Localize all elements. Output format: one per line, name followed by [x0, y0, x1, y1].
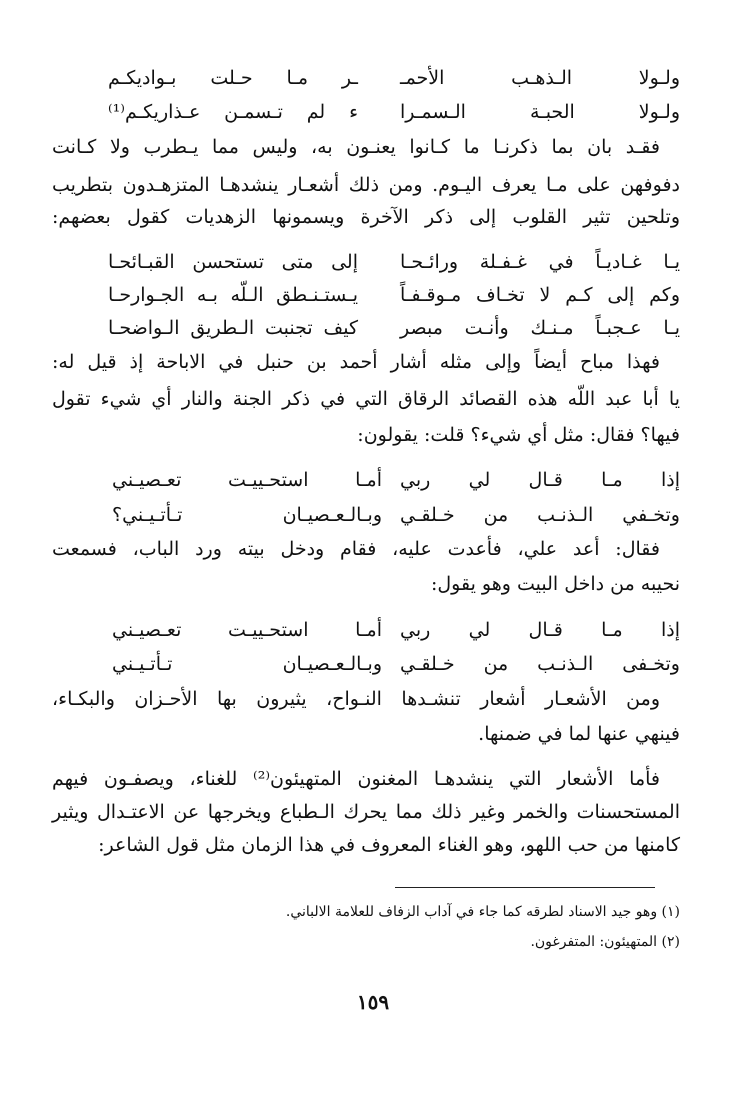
para5-line2: المستحسنات والخمر وغير ذلك مما يحرك الـطباع ويخرجها عن الاعتـدال ويثير [52, 801, 680, 823]
poem2-line2-right: وكم إلى كـم لا تخـاف مـوقـفـاً [400, 284, 680, 306]
poem4-line2-left: وبـالـعـصيـان تـأتـيـني [112, 653, 382, 675]
para5-line1: فأما الأشعار التي ينشدهـا المغنون المتهيئون⁽²⁾ للغناء، ويصفـون فيهم [52, 768, 660, 790]
poem1-line1-right: ولـولا الـذهـب الأحمـ [400, 67, 680, 89]
para1-line3: وتلحين تثير القلوب إلى ذكر الآخرة ويسمونها الزهديات كقول بعضهم: [52, 206, 680, 228]
page-number: ١٥٩ [356, 990, 390, 1014]
poem2-line3-left: كيف تجنبت الـطريق الـواضحـا [108, 317, 358, 339]
footnote-separator [395, 887, 655, 888]
poem2-line3-right: يـا عـجبـاً مـنـك وأنـت مبصر [400, 317, 680, 339]
para3-line2: نحيبه من داخل البيت وهو يقول: [430, 573, 680, 595]
para2-line2: يا أبا عبد اللّه هذه القصائد الرقاق التي في ذكر الجنة والنار أي شيء تقول [52, 388, 680, 410]
para4-line2: فينهي عنها لما في ضمنها. [478, 723, 680, 745]
para2-line3: فيها؟ فقال: مثل أي شيء؟ قلت: يقولون: [357, 424, 680, 446]
para5-line3: كامنها من حب اللهو، وهو الغناء المعروف في هذا الزمان مثل قول الشاعر: [98, 834, 680, 856]
para2-line1: فهذا مباح أيضاً وإلى مثله أشار أحمد بن حنبل في الاباحة إذ قيل له: [52, 351, 660, 373]
para1-line1: فقـد بان بما ذكرنـا ما كـانوا يعنـون به، وليس مما يـطرب ولا كـانت [52, 136, 660, 158]
footnote-2: (٢) المتهيئون: المتفرغون. [530, 934, 680, 950]
para3-line1: فقال: أعد علي، فأعدت عليه، فقام ودخل بيته ورد الباب، فسمعت [52, 538, 660, 560]
poem2-line2-left: يـستـنـطق الـلّه بـه الجـوارحـا [108, 284, 358, 306]
poem2-line1-right: يـا غـاديـاً في غـفـلة ورائـحـا [400, 251, 680, 273]
poem3-line1-left: أمـا استحـييـت تعـصيـني [112, 469, 382, 491]
poem4-line1-right: إذا مـا قـال لي ربي [400, 619, 680, 641]
poem1-line2-right: ولـولا الحبـة الـسمـرا [400, 101, 680, 123]
poem3-line2-right: وتخـفي الـذنـب من خـلقـي [400, 504, 680, 526]
poem1-line2-left: ء لم تـسمـن عـذاريكـم⁽¹⁾ [108, 101, 358, 123]
poem2-line1-left: إلى متى تستحسن القبـائحـا [108, 251, 358, 273]
para4-line1: ومن الأشعـار أشعار تنشـدها النـواح، يثيرون بها الأحـزان والبكـاء، [52, 688, 660, 710]
poem4-line1-left: أمـا استحـييـت تعـصيـني [112, 619, 382, 641]
poem4-line2-right: وتخـفى الـذنـب من خـلقـي [400, 653, 680, 675]
footnote-1: (١) وهو جيد الاسناد لطرقه كما جاء في آداب الزفاف للعلامة الالباني. [285, 904, 680, 920]
poem3-line1-right: إذا مـا قـال لي ربي [400, 469, 680, 491]
para1-line2: دفوفهن على مـا يعرف اليـوم. ومن ذلك أشعـار ينشدهـا المتزهـدون بتطريب [52, 174, 680, 196]
poem3-line2-left: وبـالـعـصيـان تـأتـيـني؟ [112, 504, 382, 526]
poem1-line1-left: ـر مـا حـلت بـواديكـم [108, 67, 358, 89]
